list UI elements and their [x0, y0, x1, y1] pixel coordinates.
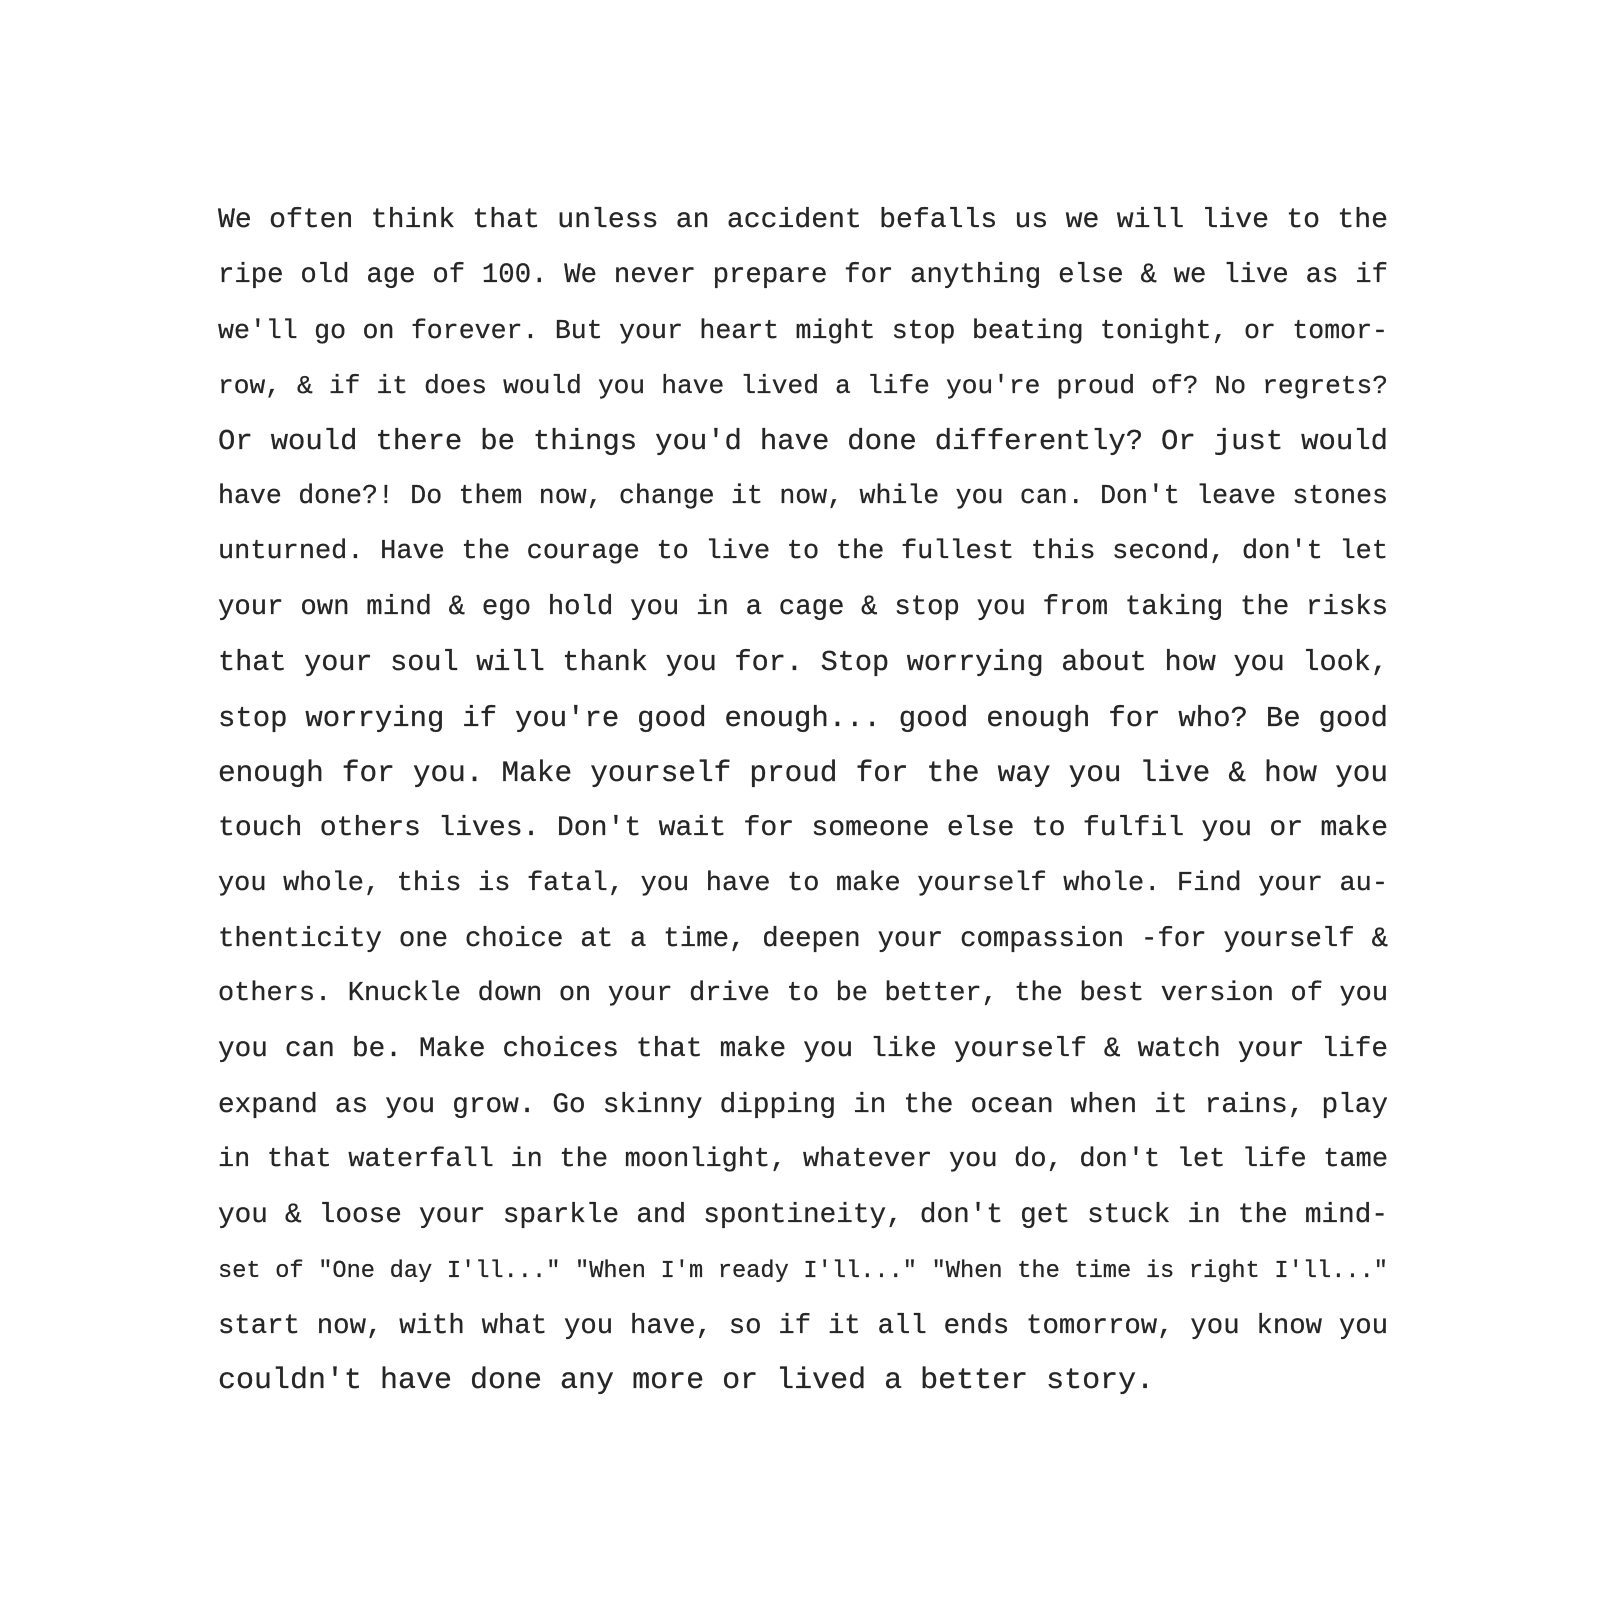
quote-text-block [218, 193, 1388, 1410]
text-line-12: touch others lives. Don't wait for someone else to fulfil you or make [218, 813, 1388, 845]
text-line-19: you & loose your sparkle and spontineity, don't get stuck in the mind- [218, 1200, 1388, 1232]
text-line-13: you whole, this is fatal, you have to make yourself whole. Find your au- [218, 868, 1388, 899]
text-line-22: couldn't have done any more or lived a better story. [218, 1364, 1155, 1399]
text-line-14: thenticity one choice at a time, deepen your compassion -for yourself & [218, 923, 1388, 955]
text-line-6: have done?! Do them now, change it now, while you can. Don't leave stones [218, 481, 1388, 512]
text-line-2: ripe old age of 100. We never prepare for anything else & we live as if [218, 260, 1388, 292]
text-line-5: Or would there be things you'd have done differently? Or just would [218, 425, 1388, 459]
text-line-9: that your soul will thank you for. Stop worrying about how you look, [218, 646, 1388, 680]
text-line-17: expand as you grow. Go skinny dipping in the ocean when it rains, play [218, 1089, 1388, 1121]
text-line-21: start now, with what you have, so if it all ends tomorrow, you know you [218, 1310, 1388, 1342]
text-line-16: you can be. Make choices that make you like yourself & watch your life [218, 1034, 1388, 1066]
text-line-8: your own mind & ego hold you in a cage & stop you from taking the risks [218, 592, 1388, 624]
text-line-18: in that waterfall in the moonlight, whatever you do, don't let life tame [218, 1145, 1388, 1176]
text-line-4: row, & if it does would you have lived a life you're proud of? No regrets? [218, 370, 1388, 401]
text-line-15: others. Knuckle down on your drive to be better, the best version of you [218, 979, 1388, 1010]
text-line-1: We often think that unless an accident befalls us we will live to the [218, 205, 1388, 236]
text-line-11: enough for you. Make yourself proud for the way you live & how you [218, 756, 1388, 790]
text-line-20: set of "One day I'll..." "When I'm ready I'll..." "When the time is right I'll..." [218, 1257, 1388, 1285]
text-line-3: we'll go on forever. But your heart might stop beating tonight, or tomor- [218, 315, 1388, 346]
text-line-10: stop worrying if you're good enough... good enough for who? Be good [218, 701, 1388, 735]
text-line-7: unturned. Have the courage to live to the fullest this second, don't let [218, 536, 1388, 567]
